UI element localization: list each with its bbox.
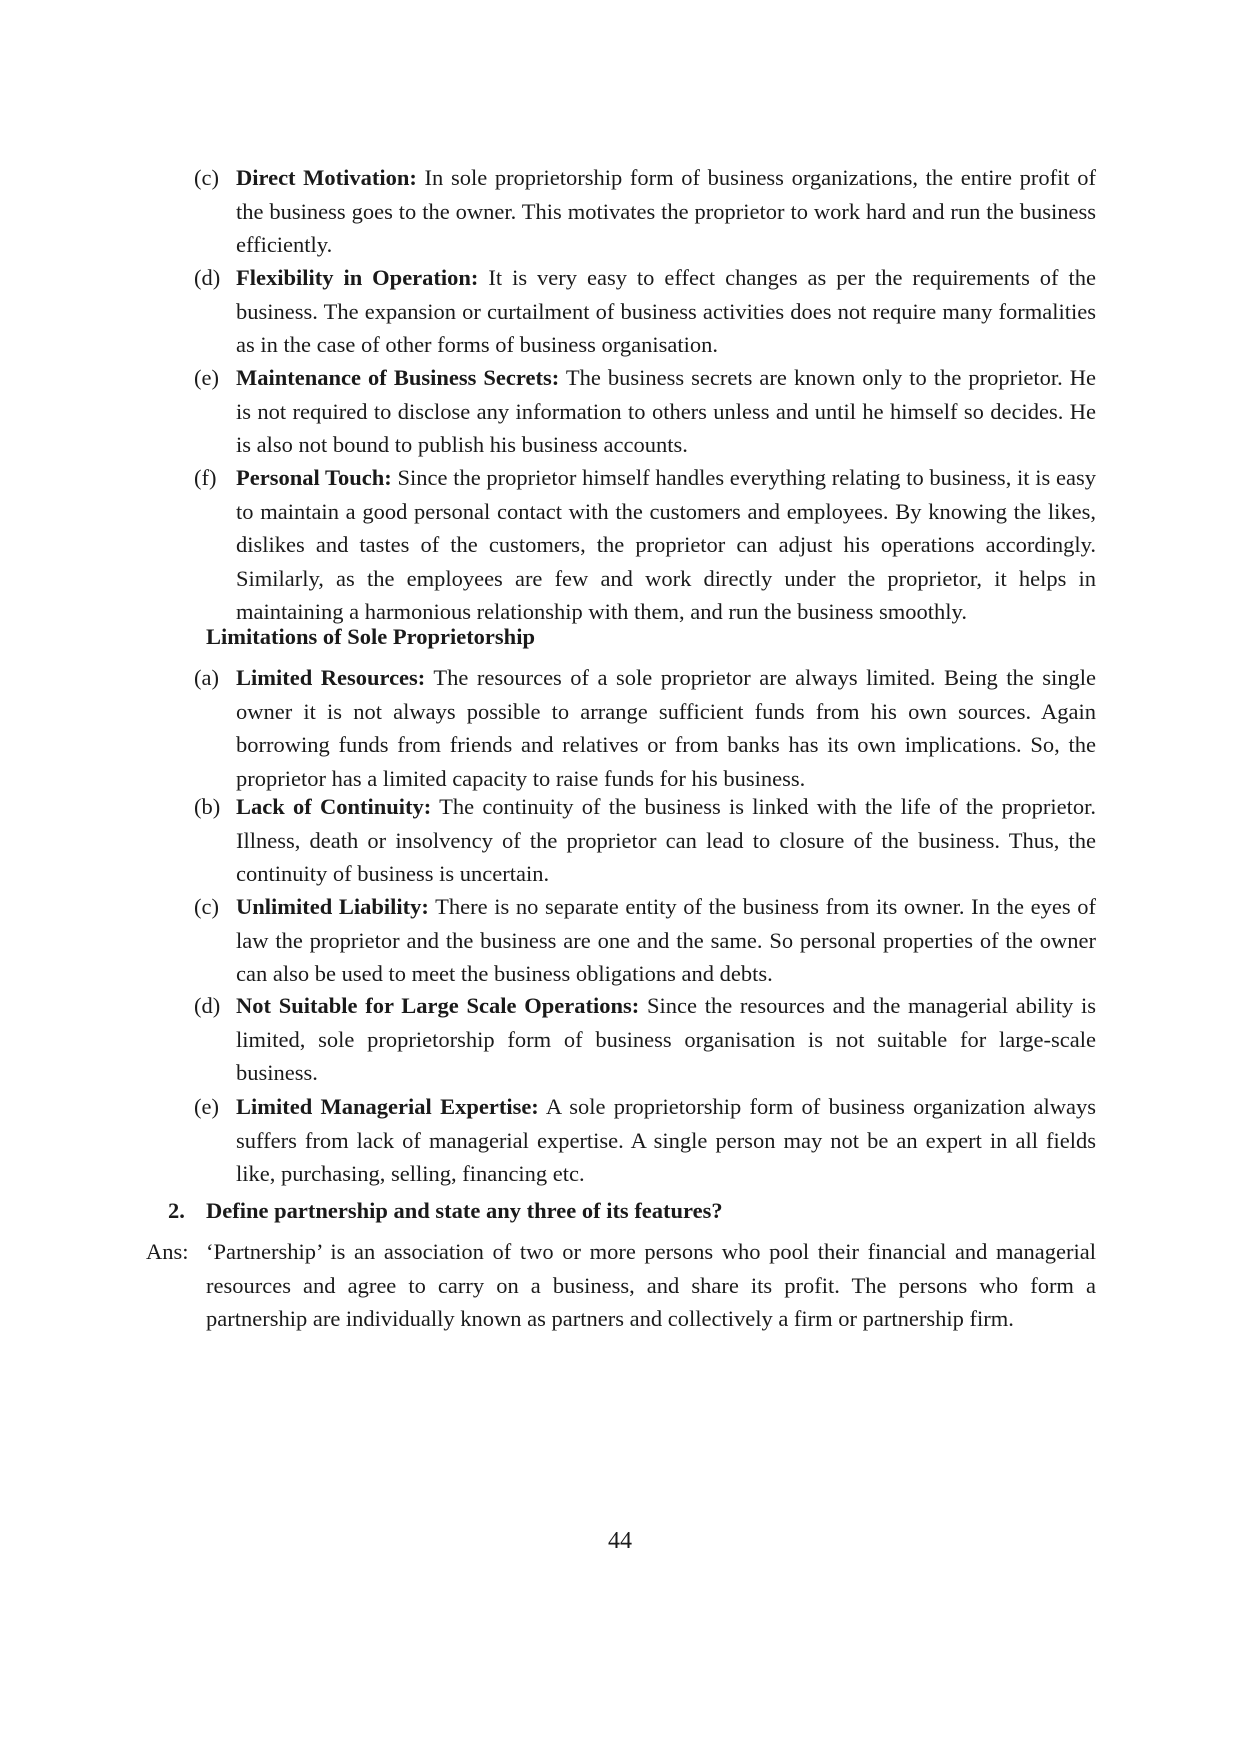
item-body [236,261,1096,362]
item-label: (f) [194,465,217,490]
item-label: (c) [194,894,219,919]
item-title: Lack of Continuity: [236,794,432,819]
question-2 [168,1194,1096,1227]
item-body [236,161,1096,262]
item-title: Flexibility in Operation: [236,265,479,290]
item-body [236,890,1096,991]
answer-label: Ans: [146,1239,189,1264]
item-title: Personal Touch: [236,465,392,490]
question-number: 2. [168,1198,185,1223]
item-label: (e) [194,365,219,390]
advantage-item-e [196,361,1096,462]
item-body [236,1090,1096,1191]
item-label: (c) [194,165,219,190]
answer-text: ‘Partnership’ is an association of two or more persons who pool their financial and managerial resources and agree to carry on a business, and share its profit. The persons who form a partnership are individually known as partners and collectively a firm or partnership firm. [206,1239,1096,1331]
limitation-item-b [196,790,1096,891]
answer-block [146,1235,1096,1336]
limitation-item-c [196,890,1096,991]
item-title: Maintenance of Business Secrets: [236,365,560,390]
item-label: (d) [194,265,221,290]
item-body [236,661,1096,795]
item-title: Limited Resources: [236,665,426,690]
advantage-item-d [196,261,1096,362]
item-title: Limited Managerial Expertise: [236,1094,539,1119]
item-text: The business secrets are known only to the proprietor. He is not required to disclose any information to others unless and until he himself so decides. He is also not bound to publish his business accounts. [236,365,1096,457]
section-heading-limitations: Limitations of Sole Proprietorship [206,624,535,649]
item-title: Unlimited Liability: [236,894,429,919]
item-text: A sole proprietorship form of business organization always suffers from lack of managerial expertise. A single person may not be an expert in all fields like, purchasing, selling, financing etc. [236,1094,1096,1186]
advantage-item-c [196,161,1096,262]
item-body [236,790,1096,891]
item-text: There is no separate entity of the business from its owner. In the eyes of law the proprietor and the business are one and the same. So personal properties of the owner can also be used to meet the business obligations and debts. [236,894,1096,986]
limitation-item-d [196,989,1096,1090]
item-text: It is very easy to effect changes as per the requirements of the business. The expansion or curtailment of business activities does not require many formalities as in the case of other forms of business organisation. [236,265,1096,357]
item-label: (e) [194,1094,219,1119]
item-text: The resources of a sole proprietor are always limited. Being the single owner it is not always possible to arrange sufficient funds from his own sources. Again borrowing funds from friends and relatives or from banks has its own implications. So, the proprietor has a limited capacity to raise funds for his business. [236,665,1096,791]
question-text: Define partnership and state any three of its features? [206,1198,723,1223]
limitation-item-a [196,661,1096,795]
item-title: Direct Motivation: [236,165,417,190]
item-text: The continuity of the business is linked with the life of the proprietor. Illness, death or insolvency of the proprietor can lead to closure of the business. Thus, the continuity of business is uncertain. [236,794,1096,886]
item-text: Since the resources and the managerial ability is limited, sole proprietorship form of business organisation is not suitable for large-scale business. [236,993,1096,1085]
item-body [236,989,1096,1090]
item-body [236,461,1096,629]
item-title: Not Suitable for Large Scale Operations: [236,993,640,1018]
item-label: (a) [194,665,219,690]
item-text: Since the proprietor himself handles everything relating to business, it is easy to maintain a good personal contact with the customers and employees. By knowing the likes, dislikes and tastes of the customers, the proprietor can adjust his operations accordingly. Similarly, as the employees are few and work directly under the proprietor, it helps in maintaining a harmonious relationship with them, and run the business smoothly. [236,465,1096,624]
item-text: In sole proprietorship form of business organizations, the entire profit of the business goes to the owner. This motivates the proprietor to work hard and run the business efficiently. [236,165,1096,257]
limitation-item-e [196,1090,1096,1191]
page-number: 44 [608,1528,632,1554]
advantage-item-f [196,461,1096,629]
item-body [236,361,1096,462]
item-label: (d) [194,993,221,1018]
item-label: (b) [194,794,221,819]
